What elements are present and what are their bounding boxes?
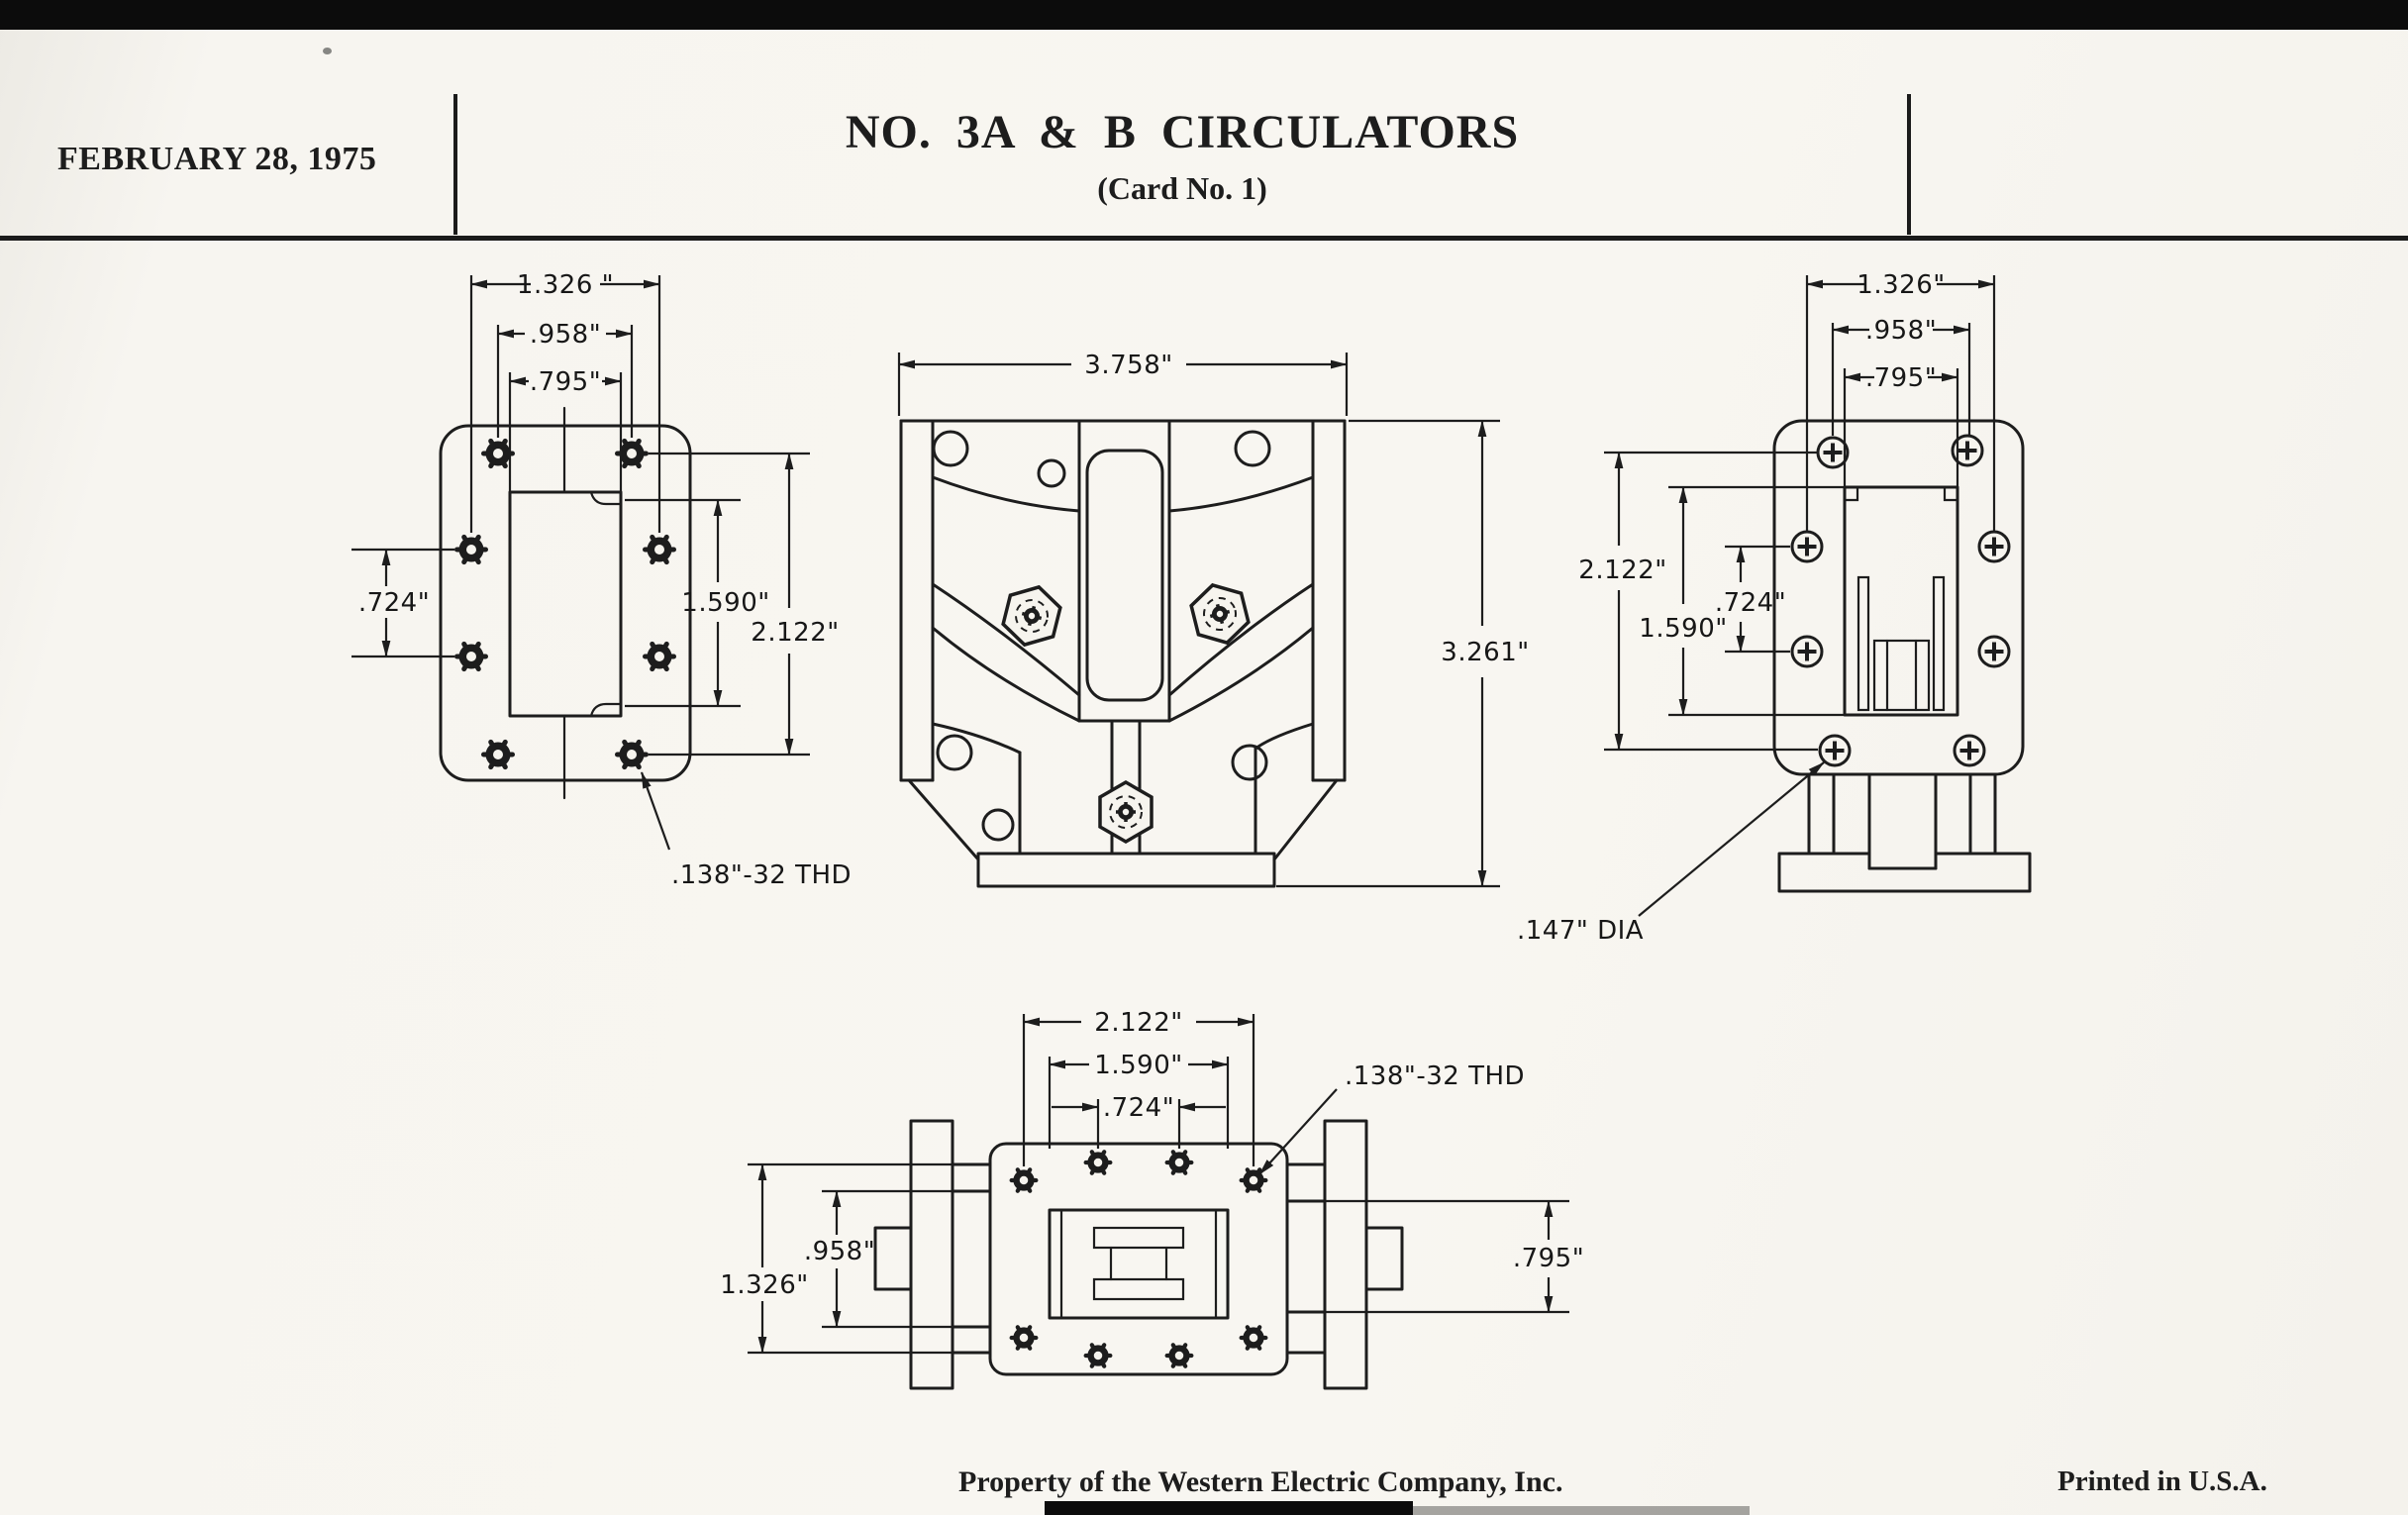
screw-head-icon [1818, 438, 1848, 467]
thread-hole-icon [484, 441, 513, 465]
dim-label-795: .795" [1512, 1244, 1585, 1273]
printed-in-usa: Printed in U.S.A. [2057, 1465, 2267, 1497]
flange-face-view-right [1517, 270, 2030, 946]
dim-label-724: .724" [1714, 588, 1787, 618]
dim-label-1326: 1.326" [720, 1270, 809, 1300]
thread-callout: .138"-32 THD [671, 860, 853, 890]
dim-label-958: .958" [529, 320, 602, 350]
thread-hole-icon [1012, 1327, 1037, 1348]
dim-label-795: .795" [529, 367, 602, 397]
thread-hole-icon [484, 742, 513, 766]
card-subtitle: (Card No. 1) [1097, 170, 1267, 206]
top-view [720, 1008, 1584, 1388]
thread-hole-icon [1012, 1169, 1037, 1190]
flange-face-view-left [351, 270, 852, 890]
screw-head-icon [1955, 736, 1984, 765]
thread-hole-icon [1242, 1327, 1266, 1348]
thread-hole-icon [1086, 1152, 1111, 1172]
screw-head-icon [1979, 532, 2009, 561]
dim-label-724: .724" [357, 588, 431, 618]
dim-label-1326: 1.326" [1856, 270, 1946, 300]
dim-label-3758: 3.758" [1084, 351, 1173, 380]
dim-label-1590: 1.590" [681, 588, 770, 618]
dim-label-958: .958" [803, 1237, 876, 1266]
dim-label-2122: 2.122" [751, 618, 840, 648]
thread-hole-icon [646, 644, 674, 668]
screw-head-icon [1820, 736, 1850, 765]
dim-label-2122: 2.122" [1578, 556, 1667, 585]
thread-callout: .138"-32 THD [1345, 1061, 1526, 1091]
hex-nut-icon [1188, 579, 1253, 650]
screw-head-icon [1792, 637, 1822, 666]
scan-bottom-smudge [1045, 1501, 1413, 1515]
hole-diameter-callout: .147" DIA [1517, 916, 1645, 946]
screw-head-icon [1792, 532, 1822, 561]
screw-head-icon [1979, 637, 2009, 666]
card-title: NO. 3A & B CIRCULATORS [845, 106, 1520, 158]
property-notice: Property of the Western Electric Company, Inc. [958, 1465, 1563, 1498]
dim-label-958: .958" [1864, 316, 1938, 346]
dim-label-724: .724" [1102, 1093, 1175, 1123]
thread-hole-icon [457, 644, 486, 668]
scan-bottom-smudge-faint [1413, 1506, 1750, 1515]
thread-hole-icon [1167, 1152, 1192, 1172]
card-date: FEBRUARY 28, 1975 [57, 141, 377, 177]
front-view [899, 351, 1530, 886]
dim-label-1590: 1.590" [1639, 614, 1728, 644]
dim-label-3261: 3.261" [1441, 638, 1530, 667]
thread-hole-icon [1167, 1345, 1192, 1365]
thread-hole-icon [646, 537, 674, 561]
hex-nut-icon [1100, 782, 1152, 842]
dim-label-1590: 1.590" [1094, 1051, 1183, 1080]
dim-label-1326: 1.326 " [516, 270, 615, 300]
thread-hole-icon [457, 537, 486, 561]
thread-hole-icon [1086, 1345, 1111, 1365]
dim-label-2122: 2.122" [1094, 1008, 1183, 1038]
thread-hole-icon [618, 742, 647, 766]
dim-label-795: .795" [1864, 363, 1938, 393]
